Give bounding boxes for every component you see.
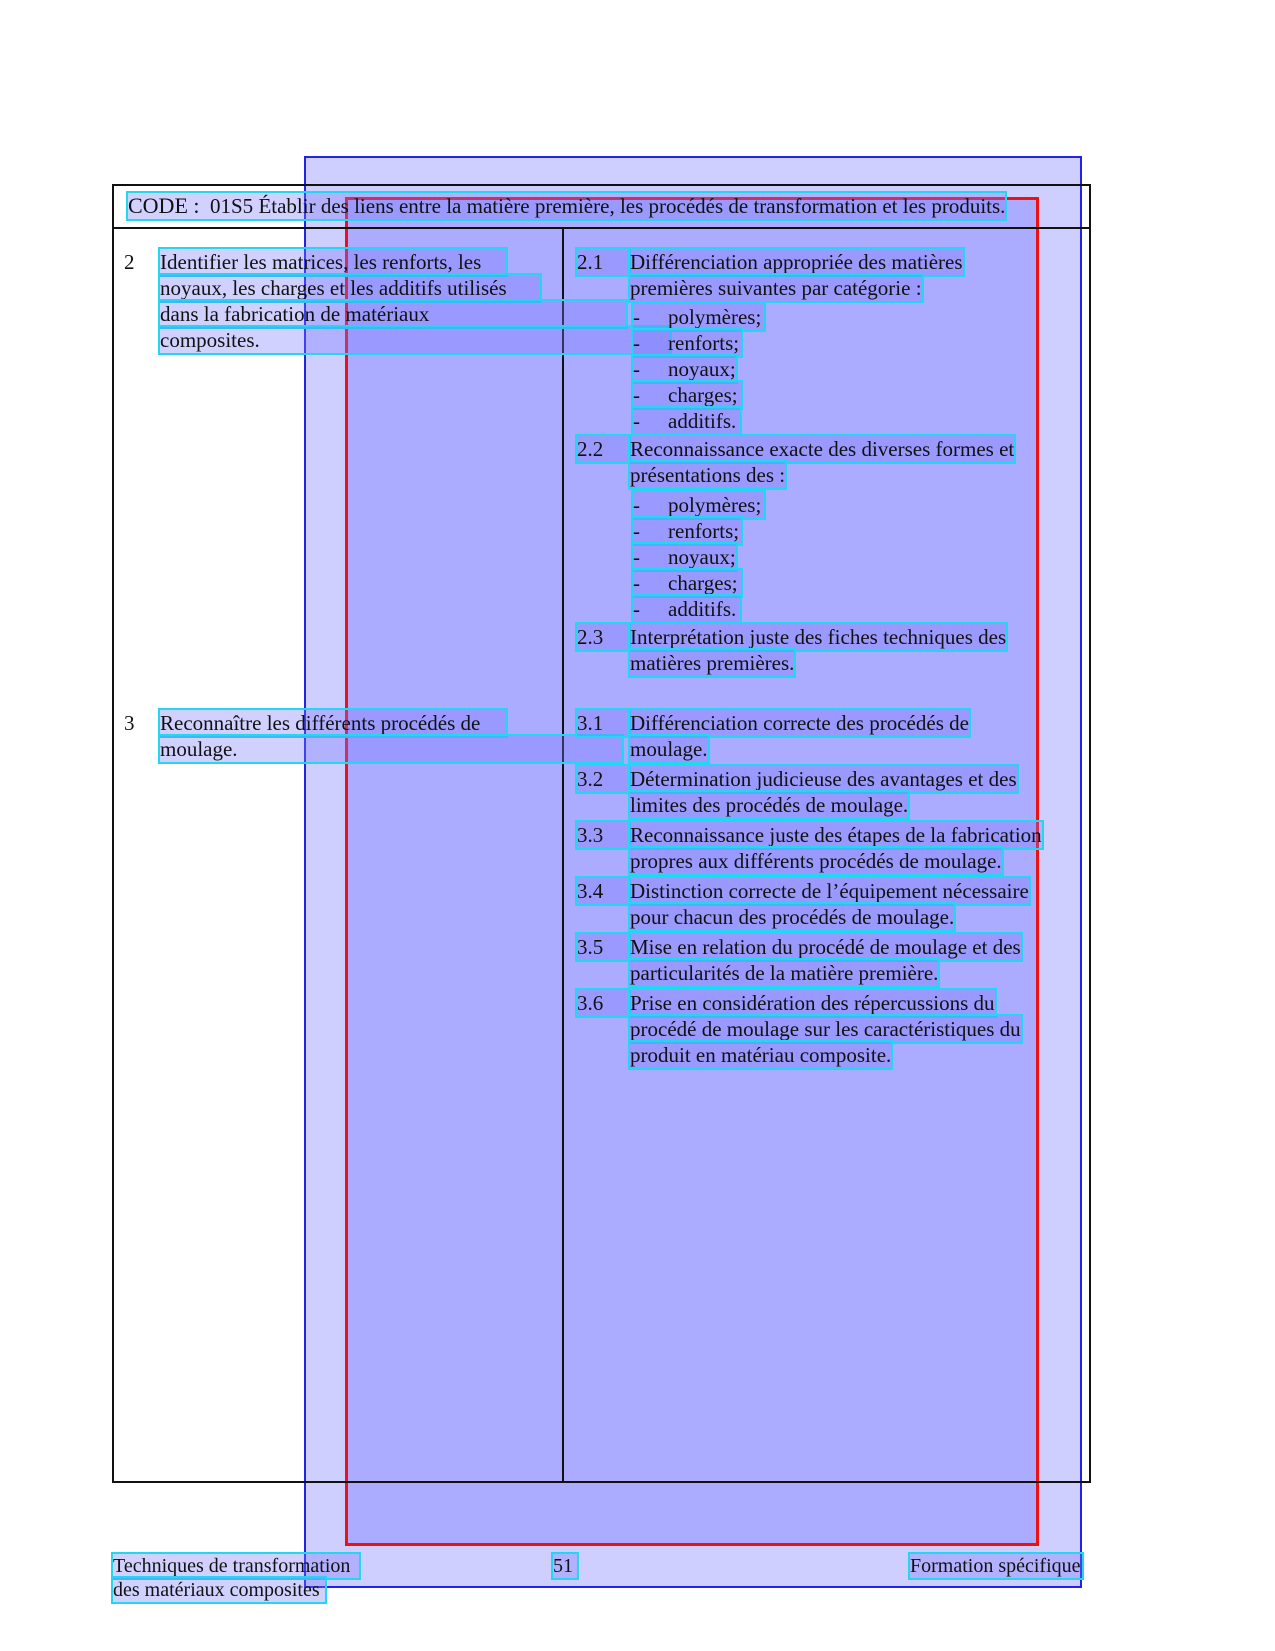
criterion-number: 3.1 [577, 710, 629, 736]
criterion-line: Reconnaissance exacte des diverses formes et [630, 437, 1015, 461]
page-number: 51 [553, 1554, 577, 1578]
criterion-line: premières suivantes par catégorie : [630, 276, 922, 300]
element-line: dans la fabrication de matériaux [160, 301, 626, 327]
criterion-line: moulage. [630, 737, 708, 761]
criterion-line: Mise en relation du procédé de moulage et des [630, 935, 1021, 959]
criterion-line: limites des procédés de moulage. [630, 793, 909, 817]
bullet-item: - charges; [633, 382, 741, 408]
bullet-item: - polymères; [633, 304, 764, 330]
bullet-item: - polymères; [633, 492, 764, 518]
bullet-item: - additifs. [633, 408, 740, 434]
criterion-line: matières premières. [630, 651, 795, 675]
criterion-number: 3.3 [577, 822, 629, 848]
bullet-item: - renforts; [633, 519, 740, 543]
criterion-number: 2.2 [577, 436, 629, 462]
column-divider [562, 228, 564, 1483]
criterion-number: 3.5 [577, 934, 629, 960]
footer-left-line1: Techniques de transformation [113, 1554, 359, 1578]
criterion-line: Prise en considération des répercussions du [630, 991, 995, 1015]
bullet-item: - additifs. [633, 596, 740, 622]
code-value: 01S5 [210, 194, 254, 218]
code-label: CODE : [128, 193, 200, 218]
bullet-item: - noyaux; [633, 357, 736, 381]
criterion-line: produit en matériau composite. [630, 1043, 892, 1067]
element-line: moulage. [160, 736, 622, 762]
criterion-line: Distinction correcte de l’équipement nécessaire [630, 879, 1029, 903]
header-divider [112, 227, 1091, 229]
element-number: 2 [124, 250, 135, 274]
element-line: composites. [160, 327, 670, 353]
element-line: Identifier les matrices, les renforts, les [160, 249, 506, 275]
criterion-number: 2.1 [577, 249, 629, 275]
criterion-line: présentations des : [630, 463, 786, 487]
criterion-line: Interprétation juste des fiches techniques des [630, 625, 1007, 649]
footer-left-line2: des matériaux composites [113, 1578, 325, 1602]
element-number: 3 [124, 711, 135, 735]
bullet-item: - noyaux; [633, 545, 736, 569]
bullet-item: - charges; [633, 570, 741, 596]
criterion-number: 3.6 [577, 990, 629, 1016]
bullet-item: - renforts; [633, 331, 740, 355]
criterion-line: pour chacun des procédés de moulage. [630, 905, 955, 929]
criterion-line: propres aux différents procédés de moulage. [630, 849, 1002, 873]
criterion-line: particularités de la matière première. [630, 961, 939, 985]
criterion-line: Différenciation correcte des procédés de [630, 711, 969, 735]
element-line: noyaux, les charges et les additifs utilisés [160, 275, 540, 301]
criterion-line: Reconnaissance juste des étapes de la fabrication [630, 823, 1042, 847]
criterion-number: 3.2 [577, 766, 629, 792]
criterion-number: 2.3 [577, 624, 629, 650]
criterion-line: procédé de moulage sur les caractéristiques du [630, 1017, 1021, 1041]
criterion-line: Différenciation appropriée des matières [630, 250, 963, 274]
criterion-number: 3.4 [577, 878, 629, 904]
footer-right: Formation spécifique [910, 1555, 1081, 1577]
element-line: Reconnaître les différents procédés de [160, 710, 506, 736]
criterion-line: Détermination judicieuse des avantages et des [630, 767, 1017, 791]
code-header [128, 193, 1005, 219]
code-title: Établir des liens entre la matière première, les procédés de transformation et les produits. [258, 194, 1006, 218]
